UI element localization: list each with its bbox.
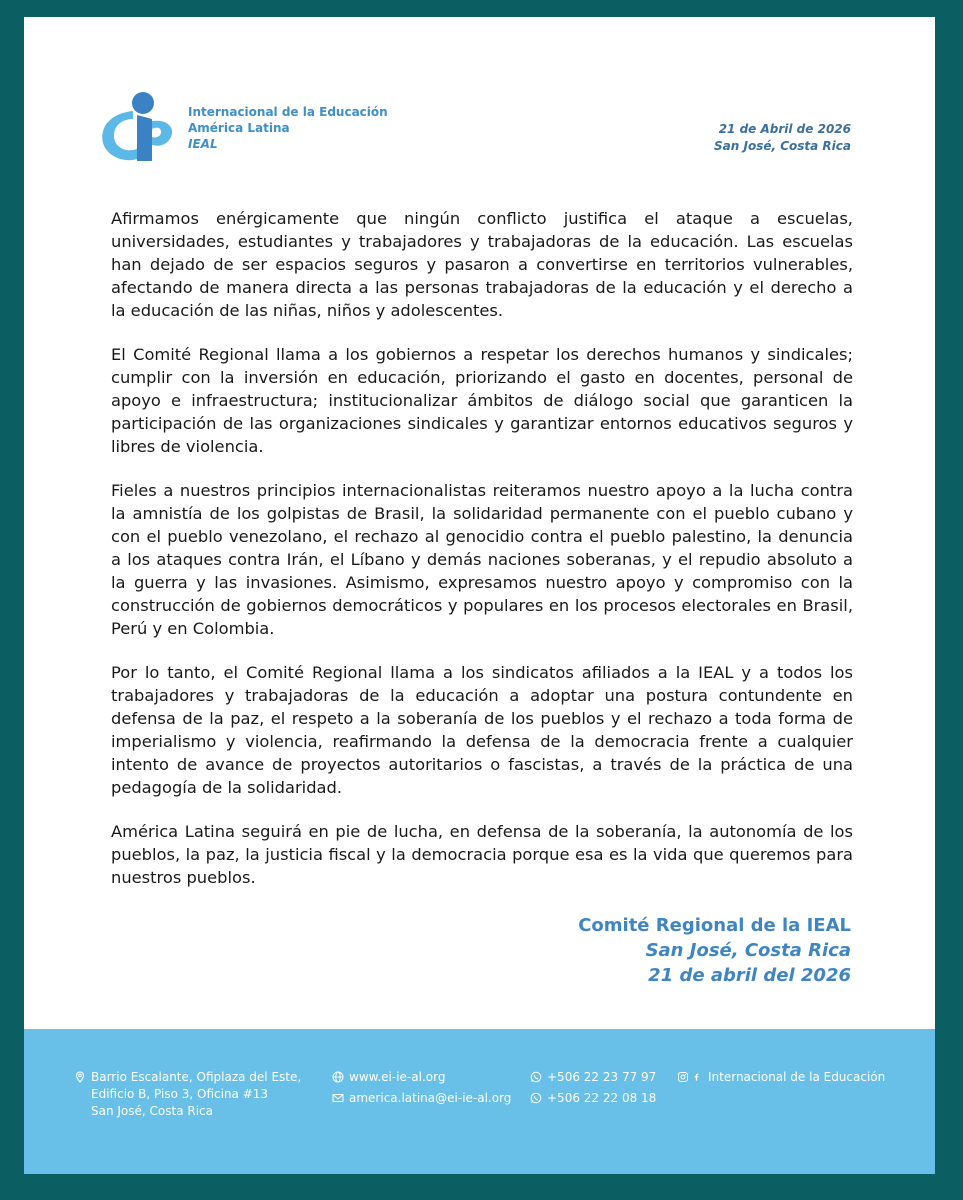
letter-body	[111, 207, 853, 910]
website-link[interactable]: www.ei-ie-al.org	[349, 1070, 446, 1084]
email-link[interactable]: america.latina@ei-ie-al.org	[349, 1091, 512, 1105]
facebook-icon[interactable]	[692, 1071, 701, 1083]
signature-line2: San José, Costa Rica	[645, 940, 851, 961]
org-abbreviation: IEAL	[188, 137, 218, 151]
location-pin-icon	[74, 1071, 86, 1083]
signature-line1: Comité Regional de la IEAL	[578, 915, 851, 936]
header-place: San José, Costa Rica	[714, 139, 851, 153]
letter-page	[24, 17, 935, 1029]
globe-icon	[332, 1071, 344, 1083]
whatsapp-icon	[530, 1092, 542, 1104]
social-handle[interactable]: Internacional de la Educación	[708, 1070, 886, 1084]
phone-2[interactable]: +506 22 22 08 18	[547, 1091, 657, 1105]
address-line2: Edificio B, Piso 3, Oficina #13	[91, 1087, 269, 1101]
footer	[24, 1029, 935, 1174]
header-date-place	[714, 121, 851, 155]
envelope-icon	[332, 1092, 344, 1104]
address-line3: San José, Costa Rica	[91, 1104, 214, 1118]
footer-web-contact	[332, 1069, 511, 1107]
org-name-line2: América Latina	[188, 121, 290, 135]
whatsapp-icon	[530, 1071, 542, 1083]
paragraph-4: Por lo tanto, el Comité Regional llama a los sindicatos afiliados a la IEAL y a todos los trabajadores y trabajadoras de la educación a adoptar una postura contundente en defensa de la paz, el respeto a la soberanía de los pueblos y el rechazo a toda forma de imperialismo y violencia, reafirmando la defensa de la democracia frente a cualquier intento de avance de proyectos autoritarios o fascistas, a través de la práctica de una pedagogía de la solidaridad.	[111, 663, 853, 797]
paragraph-5: América Latina seguirá en pie de lucha, en defensa de la soberanía, la autonomía de los pueblos, la paz, la justicia fiscal y la democracia porque esa es la vida que queremos para nuestros pueblos.	[111, 822, 853, 887]
phone-1[interactable]: +506 22 23 77 97	[547, 1070, 657, 1084]
signature-line3: 21 de abril del 2026	[648, 965, 851, 986]
footer-address	[74, 1069, 301, 1120]
header-date: 21 de Abril de 2026	[718, 122, 851, 136]
paragraph-3: Fieles a nuestros principios internacionalistas reiteramos nuestro apoyo a la lucha contra la amnistía de los golpistas de Brasil, la solidaridad permanente con el pueblo cubano y con el pueblo venezolano, el rechazo al genocidio contra el pueblo palestino, la denuncia a los ataques contra Irán, el Líbano y demás naciones soberanas, y el repudio absoluto a la guerra y las invasiones. Asimismo, expresamos nuestro apoyo y compromiso con la construcción de gobiernos democráticos y populares en los procesos electorales en Brasil, Perú y en Colombia.	[111, 481, 853, 638]
organization-name	[188, 104, 388, 152]
signature-block	[578, 913, 851, 988]
instagram-icon[interactable]	[677, 1071, 689, 1083]
address-line1: Barrio Escalante, Ofiplaza del Este,	[91, 1070, 302, 1084]
ie-logo-icon	[97, 87, 177, 167]
footer-phones	[530, 1069, 656, 1107]
footer-social	[677, 1069, 885, 1086]
org-name-line1: Internacional de la Educación	[188, 105, 388, 119]
paragraph-1: Afirmamos enérgicamente que ningún conflicto justifica el ataque a escuelas, universidades, estudiantes y trabajadores y trabajadoras de la educación. Las escuelas han dejado de ser espacios seguros y pasaron a convertirse en territorios vulnerables, afectando de manera directa a las personas trabajadoras de la educación y el derecho a la educación de las niñas, niños y adolescentes.	[111, 209, 853, 320]
paragraph-2: El Comité Regional llama a los gobiernos a respetar los derechos humanos y sindicales; cumplir con la inversión en educación, priorizando el gasto en docentes, personal de apoyo e infraestructura; institucionalizar ámbitos de diálogo social que garanticen la participación de las organizaciones sindicales y garantizar entornos educativos seguros y libres de violencia.	[111, 345, 853, 456]
